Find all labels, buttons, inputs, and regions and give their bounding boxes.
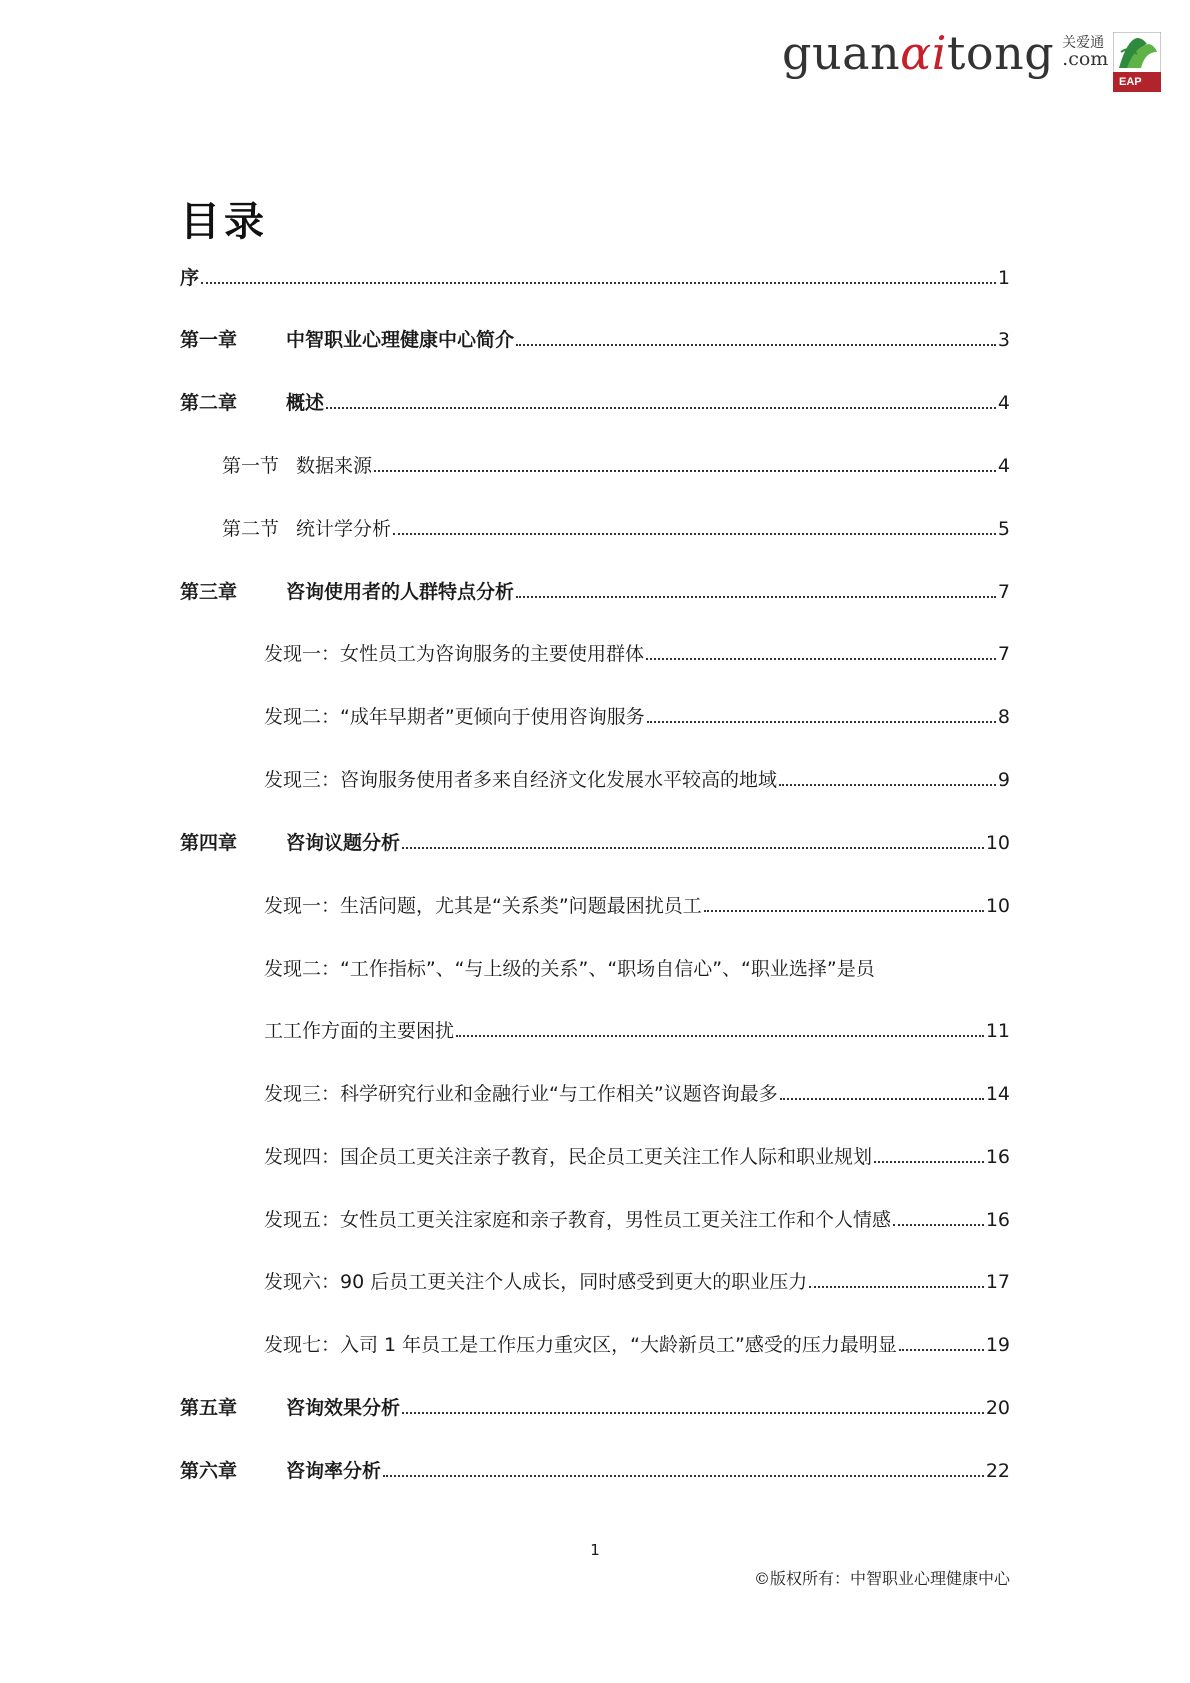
toc-title: 咨询议题分析 bbox=[286, 832, 401, 854]
toc-page-number: 1 bbox=[997, 267, 1010, 289]
toc-page-number: 16 bbox=[985, 1146, 1010, 1168]
leader-dots bbox=[646, 657, 996, 660]
toc-entry-label bbox=[180, 328, 514, 352]
toc-entry-section-2-2[interactable] bbox=[222, 509, 1010, 541]
toc-page-number: 9 bbox=[997, 769, 1010, 791]
toc-entry-finding[interactable] bbox=[264, 1200, 1010, 1232]
toc-page-number: 10 bbox=[985, 832, 1010, 854]
toc-page-number: 14 bbox=[985, 1083, 1010, 1105]
toc-entry-label bbox=[222, 517, 391, 541]
leader-dots bbox=[780, 1097, 984, 1100]
toc-entry-preface[interactable] bbox=[180, 258, 1010, 290]
toc-chapter: 第一章 bbox=[180, 329, 238, 351]
toc-title: 数据来源 bbox=[296, 455, 373, 477]
toc-page-number: 7 bbox=[997, 643, 1010, 665]
brand-wordmark bbox=[782, 26, 1055, 80]
toc-entry-finding[interactable] bbox=[264, 886, 1010, 918]
toc-entry-finding[interactable] bbox=[264, 634, 1010, 666]
toc-entry-finding-continuation[interactable] bbox=[264, 1011, 1010, 1043]
leader-dots bbox=[393, 532, 996, 535]
toc-title: 发现三：咨询服务使用者多来自经济文化发展水平较高的地域 bbox=[264, 769, 778, 791]
toc-title: 咨询率分析 bbox=[286, 1460, 382, 1482]
toc-page-number: 10 bbox=[985, 895, 1010, 917]
leader-dots bbox=[809, 1285, 984, 1288]
toc-page-number: 20 bbox=[985, 1397, 1010, 1419]
toc-title: 发现一：女性员工为咨询服务的主要使用群体 bbox=[264, 643, 645, 665]
leader-dots bbox=[647, 720, 996, 723]
toc-title: 发现一：生活问题，尤其是“关系类”问题最困扰员工 bbox=[264, 895, 702, 917]
brand-side bbox=[1062, 36, 1108, 71]
toc-entry-label bbox=[180, 580, 514, 604]
toc-entry-label bbox=[180, 831, 400, 855]
toc-chapter: 第三章 bbox=[180, 581, 238, 603]
brand-com: .com bbox=[1062, 48, 1109, 71]
toc-entry-finding[interactable] bbox=[264, 1074, 1010, 1106]
leader-dots bbox=[402, 1411, 984, 1414]
toc-entry-finding[interactable] bbox=[264, 697, 1010, 729]
leader-dots bbox=[874, 1160, 984, 1163]
copyright-notice: ©版权所有：中智职业心理健康中心 bbox=[753, 1569, 1010, 1588]
toc-chapter: 第四章 bbox=[180, 832, 238, 854]
toc-section: 第一节 bbox=[222, 455, 280, 477]
toc-title: 发现四：国企员工更关注亲子教育，民企员工更关注工作人际和职业规划 bbox=[264, 1146, 873, 1168]
toc-title: 发现二：“成年早期者”更倾向于使用咨询服务 bbox=[264, 706, 645, 728]
toc-page-number: 17 bbox=[985, 1271, 1010, 1293]
toc-entry-finding[interactable] bbox=[264, 1137, 1010, 1169]
leader-dots bbox=[383, 1474, 984, 1477]
toc-page-number: 3 bbox=[997, 329, 1010, 351]
toc-title: 发现三：科学研究行业和金融行业“与工作相关”议题咨询最多 bbox=[264, 1083, 778, 1105]
page-title: 目录 bbox=[180, 199, 268, 245]
toc-entry-label bbox=[180, 1459, 381, 1483]
toc-entry-finding[interactable] bbox=[264, 1262, 1010, 1294]
leader-dots bbox=[456, 1034, 984, 1037]
toc-title-continuation: 工工作方面的主要困扰 bbox=[264, 1020, 455, 1042]
toc-page-number: 16 bbox=[985, 1209, 1010, 1231]
toc-entry-chapter-1[interactable] bbox=[180, 320, 1010, 352]
toc-page-number: 19 bbox=[985, 1334, 1010, 1356]
eap-label: EAP bbox=[1119, 76, 1142, 88]
toc-chapter: 序 bbox=[180, 267, 200, 289]
toc-page-number: 4 bbox=[997, 392, 1010, 414]
toc-entry-label bbox=[180, 391, 324, 415]
toc-entry-label bbox=[180, 1396, 400, 1420]
toc-page-number: 8 bbox=[997, 706, 1010, 728]
toc-chapter: 第五章 bbox=[180, 1397, 238, 1419]
toc-entry-section-2-1[interactable] bbox=[222, 446, 1010, 478]
leader-dots bbox=[201, 281, 996, 284]
toc-section: 第二节 bbox=[222, 518, 280, 540]
brand-cn: 关爱通 bbox=[1062, 34, 1105, 51]
toc-chapter: 第二章 bbox=[180, 392, 238, 414]
toc-entry-chapter-2[interactable] bbox=[180, 383, 1010, 415]
toc-entry-label bbox=[222, 454, 372, 478]
toc-entry-finding[interactable] bbox=[264, 760, 1010, 792]
toc-title: 发现七：入司 1 年员工是工作压力重灾区，“大龄新员工”感受的压力最明显 bbox=[264, 1334, 897, 1356]
leader-dots bbox=[374, 469, 996, 472]
toc-title: 咨询使用者的人群特点分析 bbox=[286, 581, 515, 603]
leader-dots bbox=[779, 783, 996, 786]
brand-text-ai: αi bbox=[900, 26, 947, 80]
leader-dots bbox=[516, 595, 996, 598]
leader-dots bbox=[704, 909, 984, 912]
toc-title: 统计学分析 bbox=[296, 518, 392, 540]
toc-entry-chapter-5[interactable] bbox=[180, 1388, 1010, 1420]
toc-title: 发现二：“工作指标”、“与上级的关系”、“职场自信心”、“职业选择”是员 bbox=[264, 958, 875, 980]
toc-title: 咨询效果分析 bbox=[286, 1397, 401, 1419]
leader-dots bbox=[402, 846, 984, 849]
leader-dots bbox=[893, 1223, 984, 1226]
toc-entry-finding[interactable] bbox=[264, 1325, 1010, 1357]
leader-dots bbox=[516, 343, 996, 346]
brand-text-tong: tong bbox=[946, 26, 1055, 80]
toc-page-number: 4 bbox=[997, 455, 1010, 477]
leader-dots bbox=[899, 1348, 984, 1351]
toc-title: 发现五：女性员工更关注家庭和亲子教育，男性员工更关注工作和个人情感 bbox=[264, 1209, 892, 1231]
leader-dots bbox=[326, 406, 996, 409]
toc-page-number: 22 bbox=[985, 1460, 1010, 1482]
toc-entry-chapter-3[interactable] bbox=[180, 572, 1010, 604]
toc-entry-chapter-6[interactable] bbox=[180, 1451, 1010, 1483]
toc-page-number: 5 bbox=[997, 518, 1010, 540]
eap-logo-icon bbox=[1113, 32, 1161, 92]
brand-text-guan: guan bbox=[782, 26, 901, 80]
toc-chapter: 第六章 bbox=[180, 1460, 238, 1482]
toc-title: 发现六：90 后员工更关注个人成长，同时感受到更大的职业压力 bbox=[264, 1271, 808, 1293]
toc-title: 概述 bbox=[286, 392, 325, 414]
toc-entry-chapter-4[interactable] bbox=[180, 823, 1010, 855]
toc-page-number: 11 bbox=[985, 1020, 1010, 1042]
toc-entry-label bbox=[180, 266, 199, 290]
toc-page-number: 7 bbox=[997, 581, 1010, 603]
toc-title: 中智职业心理健康中心简介 bbox=[286, 329, 515, 351]
page-number: 1 bbox=[590, 1541, 600, 1559]
toc-entry-finding-wrapped[interactable] bbox=[264, 949, 1010, 981]
guanaitong-logo bbox=[782, 26, 1109, 80]
